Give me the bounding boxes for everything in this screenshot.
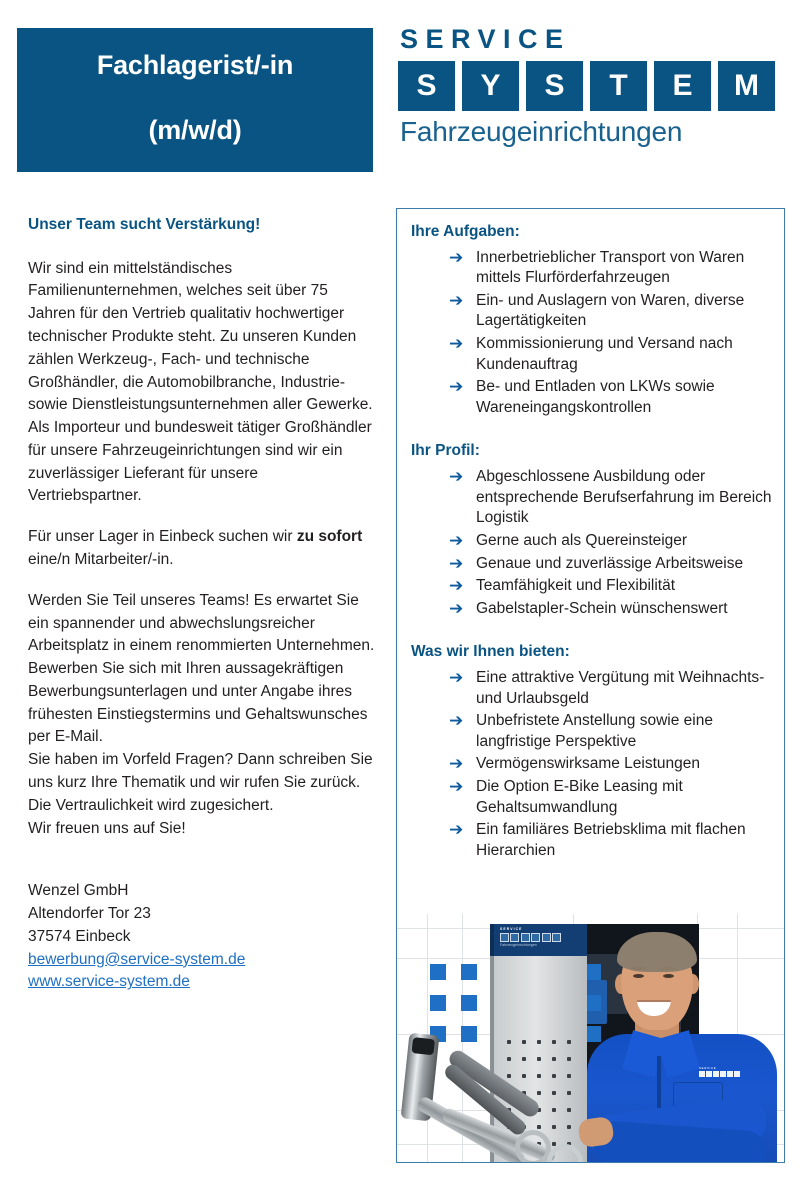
job-title-line-2: (m/w/d)	[148, 115, 242, 145]
list-item-label: Vermögenswirksame Leistungen	[476, 755, 701, 773]
company-intro-paragraph: Wir sind ein mittelständisches Familienunternehmen, welches seit über 75 Jahren für den Vertrieb qualitativ hochwertiger technischer Produkte steht. Zu unseren Kunden zählen Werkzeug-, Fach- und technische Großhändler, die Automobilbranche, Industrie- sowie Dienstleistungsunternehmen aller Gewerke. Als Importeur und bundesweit tätiger Großhändler für unsere Fahrzeugeinrichtungen sind wir ein zuverlässiger Lieferant für unsere Vertriebspartner.	[28, 259, 373, 505]
wrench-head-lower	[547, 1144, 583, 1162]
section-heading-bieten: Was wir Ihnen bieten:	[411, 643, 570, 661]
arrow-right-icon: ➔	[449, 467, 464, 487]
list-bieten	[411, 668, 774, 861]
logo-letter-box: E	[654, 61, 711, 111]
contact-block	[28, 880, 376, 994]
vacancy-paragraph	[28, 526, 376, 572]
section-heading-aufgaben: Ihre Aufgaben:	[411, 223, 520, 240]
list-item-label: Innerbetrieblicher Transport von Waren mittels Flurförderfahrzeugen	[476, 248, 745, 287]
list-item	[449, 531, 774, 552]
logo-tagline: Fahrzeugeinrichtungen	[400, 116, 683, 147]
worker-badge-boxes	[699, 1071, 743, 1077]
list-item-label: Unbefristete Anstellung sowie eine langfristige Perspektive	[476, 712, 713, 750]
arrow-right-icon: ➔	[449, 820, 464, 840]
confidentiality-paragraph: Die Vertraulichkeit wird zugesichert.	[28, 796, 274, 814]
cabinet-logo-service: SERVICE	[500, 927, 523, 931]
worker-eyebrow-right	[661, 967, 676, 970]
contact-street: Altendorfer Tor 23	[28, 905, 151, 923]
list-aufgaben	[411, 248, 774, 419]
contact-city: 37574 Einbeck	[28, 927, 131, 945]
worker-eyebrow-left	[631, 967, 646, 970]
arrow-right-icon: ➔	[449, 247, 464, 267]
logo-service-word: SERVICE	[400, 24, 571, 54]
list-item	[449, 334, 774, 375]
vacancy-text-after: eine/n Mitarbeiter/-in.	[28, 550, 174, 568]
arrow-right-icon: ➔	[449, 754, 464, 774]
arrow-right-icon: ➔	[449, 290, 464, 310]
list-item	[449, 248, 774, 289]
logo-letter-box: T	[590, 61, 647, 111]
arrow-right-icon: ➔	[449, 377, 464, 397]
arrow-right-icon: ➔	[449, 334, 464, 354]
worker-portrait	[565, 930, 784, 1162]
list-item	[449, 754, 774, 775]
team-photo	[397, 914, 784, 1162]
list-item-label: Genaue und zuverlässige Arbeitsweise	[476, 554, 744, 572]
section-heading-profil: Ihr Profil:	[411, 442, 480, 460]
list-item	[449, 291, 774, 332]
logo-system-boxes	[398, 61, 783, 111]
vacancy-text-before: Für unser Lager in Einbeck suchen wir	[28, 528, 297, 546]
arrow-right-icon: ➔	[449, 576, 464, 596]
closing-paragraph: Wir freuen uns auf Sie!	[28, 819, 186, 837]
list-item-label: Kommissionierung und Versand nach Kundenauftrag	[476, 335, 733, 373]
list-item	[449, 711, 774, 752]
list-item	[449, 820, 774, 861]
list-item	[449, 599, 774, 620]
right-content-box	[396, 208, 785, 1163]
worker-hair	[617, 932, 697, 972]
list-item-label: Teamfähigkeit und Flexibilität	[476, 577, 676, 595]
list-item	[449, 554, 774, 575]
contact-company: Wenzel GmbH	[28, 882, 129, 900]
left-content-column	[28, 216, 376, 994]
list-item-label: Gabelstapler-Schein wünschenswert	[476, 599, 728, 617]
cabinet-logo-tagline: Fahrzeugeinrichtungen	[500, 943, 537, 947]
team-invitation-paragraph: Werden Sie Teil unseres Teams! Es erwartet Sie ein spannender und abwechslungsreicher Arbeitsplatz in einem renommierten Unternehmen.	[28, 591, 375, 655]
logo-letter-box: Y	[462, 61, 519, 111]
list-item	[449, 668, 774, 709]
logo-letter-box: S	[526, 61, 583, 111]
arrow-right-icon: ➔	[449, 530, 464, 550]
wrench-head-upper	[515, 1130, 551, 1162]
list-item-label: Ein familiäres Betriebsklima mit flachen Hierarchien	[476, 821, 746, 859]
list-item-label: Gerne auch als Quereinsteiger	[476, 531, 688, 549]
cabinet-logo-boxes	[500, 933, 561, 942]
worker-eye-right	[663, 974, 674, 978]
left-column-heading: Unser Team sucht Verstärkung!	[28, 216, 261, 233]
right-sections-wrapper	[397, 209, 784, 861]
contact-website-link[interactable]: www.service-system.de	[28, 973, 190, 991]
application-instructions-paragraph: Bewerben Sie sich mit Ihren aussagekräftigen Bewerbungsunterlagen und unter Angabe ihres frühesten Einstiegstermins und Gehaltswunsches per E-Mail.	[28, 660, 368, 746]
list-item-label: Be- und Entladen von LKWs sowie Wareneingangskontrollen	[476, 378, 715, 416]
list-item-label: Die Option E-Bike Leasing mit Gehaltsumwandlung	[476, 777, 683, 816]
logo-letter-box: S	[398, 61, 455, 111]
list-item-label: Eine attraktive Vergütung mit Weihnachts- und Urlaubsgeld	[476, 668, 765, 707]
job-title-banner	[17, 28, 373, 172]
list-item	[449, 777, 774, 818]
list-item	[449, 467, 774, 529]
worker-chest-logo	[699, 1066, 743, 1082]
job-title-line-1: Fachlagerist/-in	[96, 49, 294, 80]
arrow-right-icon: ➔	[449, 776, 464, 796]
list-item	[449, 377, 774, 418]
logo-letter-box: M	[718, 61, 775, 111]
list-profil	[411, 467, 774, 619]
page-header	[0, 0, 800, 190]
arrow-right-icon: ➔	[449, 598, 464, 618]
worker-eye-left	[633, 974, 644, 978]
arrow-right-icon: ➔	[449, 553, 464, 573]
questions-paragraph: Sie haben im Vorfeld Fragen? Dann schreiben Sie uns kurz Ihre Thematik und wir rufen Sie zurück.	[28, 751, 373, 791]
tool-collage	[397, 1032, 582, 1162]
list-item-label: Abgeschlossene Ausbildung oder entsprechende Berufserfahrung im Bereich Logistik	[476, 468, 772, 527]
list-item	[449, 576, 774, 597]
company-logo	[398, 26, 783, 146]
contact-email-link[interactable]: bewerbung@service-system.de	[28, 950, 246, 968]
list-item-label: Ein- und Auslagern von Waren, diverse Lagertätigkeiten	[476, 291, 745, 330]
arrow-right-icon: ➔	[449, 667, 464, 687]
arrow-right-icon: ➔	[449, 711, 464, 731]
worker-badge-text: SERVICE	[699, 1066, 717, 1070]
vacancy-start-emphasis: zu sofort	[296, 528, 363, 546]
